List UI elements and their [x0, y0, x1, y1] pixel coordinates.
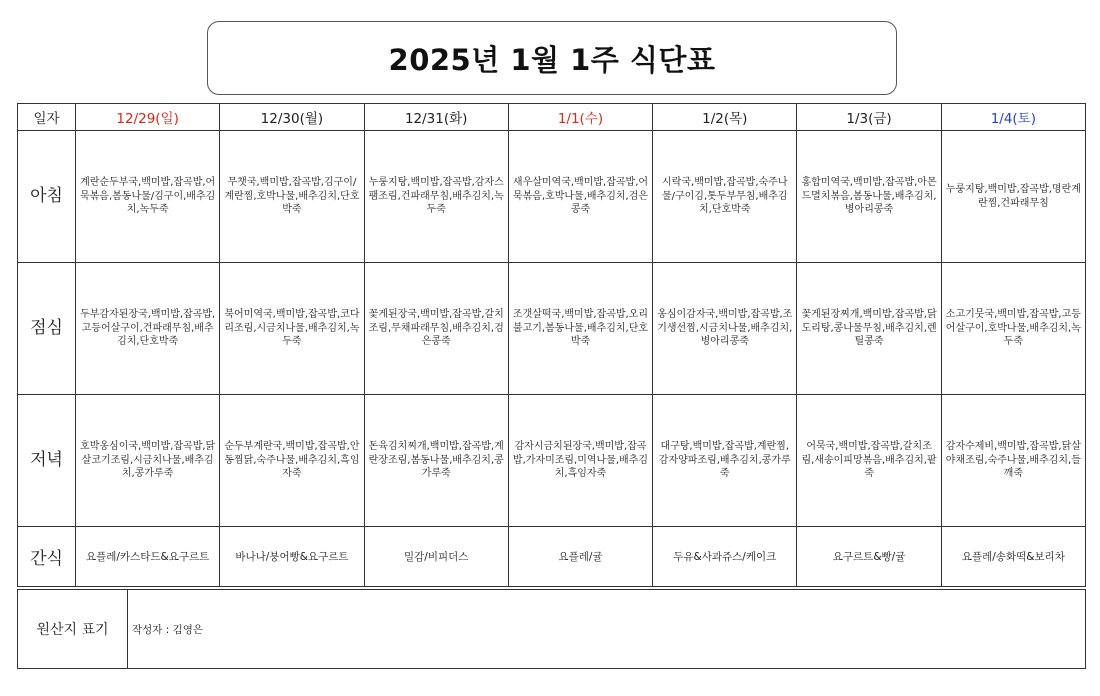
meal-label: 간식 — [18, 527, 76, 587]
menu-cell: 두유&사과쥬스/케이크 — [653, 527, 797, 587]
menu-cell: 두부감자된장국,백미밥,잡곡밥,고등어살구이,건파래무침,배추김치,단호박죽 — [76, 263, 220, 395]
menu-cell: 요플레/송화떡&보리차 — [941, 527, 1085, 587]
menu-cell: 호박옹심이국,백미밥,잡곡밥,닭살코기조림,시금치나물,배추김치,콩가루죽 — [76, 395, 220, 527]
menu-cell: 시락국,백미밥,잡곡밥,숙주나물/구이김,톳두부무침,배추김치,단호박죽 — [653, 131, 797, 263]
date-cell: 1/3(금) — [797, 104, 941, 131]
menu-cell: 대구탕,백미밥,잡곡밥,계란찜,감자양파조림,배추김치,콩가루죽 — [653, 395, 797, 527]
menu-cell: 새우살미역국,백미밥,잡곡밥,어묵볶음,호박나물,배추김치,검은콩죽 — [508, 131, 652, 263]
menu-cell: 어묵국,백미밥,잡곡밥,갈치조림,새송이피망볶음,배추김치,팥죽 — [797, 395, 941, 527]
menu-cell: 바나나/붕어빵&요구르트 — [220, 527, 364, 587]
date-cell: 1/2(목) — [653, 104, 797, 131]
date-cell: 12/30(월) — [220, 104, 364, 131]
menu-cell: 누룽지탕,백미밥,잡곡밥,명란계란찜,건파래무침 — [941, 131, 1085, 263]
meal-label: 저녁 — [18, 395, 76, 527]
menu-cell: 순두부계란국,백미밥,잡곡밥,안동찜닭,숙주나물,배추김치,흑임자죽 — [220, 395, 364, 527]
menu-cell: 북어미역국,백미밥,잡곡밥,코다리조림,시금치나물,배추김치,녹두죽 — [220, 263, 364, 395]
menu-cell: 요플레/카스타드&요구르트 — [76, 527, 220, 587]
page-title: 2025년 1월 1주 식단표 — [388, 42, 716, 77]
menu-cell: 홍합미역국,백미밥,잡곡밥,아몬드멸치볶음,봄동나물,배추김치,병아리콩죽 — [797, 131, 941, 263]
meal-row — [18, 131, 1086, 263]
date-cell: 1/1(수) — [508, 104, 652, 131]
menu-cell: 감자시금치된장국,백미밥,잡곡밥,가자미조림,미역나물,배추김치,흑임자죽 — [508, 395, 652, 527]
menu-table — [17, 103, 1086, 587]
date-header-row — [18, 104, 1086, 131]
menu-cell: 감자수제비,백미밥,잡곡밥,닭살야채조림,숙주나물,배추김치,들깨죽 — [941, 395, 1085, 527]
meal-label: 점심 — [18, 263, 76, 395]
date-cell: 12/29(일) — [76, 104, 220, 131]
menu-cell: 계란순두부국,백미밥,잡곡밥,어묵볶음,봄동나물/김구이,배추김치,녹두죽 — [76, 131, 220, 263]
origin-label: 원산지 표기 — [18, 590, 128, 669]
menu-cell: 돈육김치찌개,백미밥,잡곡밥,계란장조림,봄동나물,배추김치,콩가루죽 — [364, 395, 508, 527]
menu-cell: 요구르트&빵/귤 — [797, 527, 941, 587]
menu-cell: 소고기뭇국,백미밥,잡곡밥,고등어살구이,호박나물,배추김치,녹두죽 — [941, 263, 1085, 395]
meal-row — [18, 395, 1086, 527]
meal-row — [18, 527, 1086, 587]
menu-cell: 누룽지탕,백미밥,잡곡밥,감자스팸조림,건파래무침,배추김치,녹두죽 — [364, 131, 508, 263]
menu-cell: 옹심이감자국,백미밥,잡곡밥,조기생선찜,시금치나물,배추김치,병아리콩죽 — [653, 263, 797, 395]
date-cell: 1/4(토) — [941, 104, 1085, 131]
menu-cell: 밀감/비피더스 — [364, 527, 508, 587]
title-box — [207, 21, 897, 95]
meal-row — [18, 263, 1086, 395]
menu-cell: 꽃게된장찌개,백미밥,잡곡밥,닭도리탕,콩나물무침,배추김치,렌틸콩죽 — [797, 263, 941, 395]
origin-text: 작성자 : 김영은 — [128, 590, 1086, 669]
menu-cell: 조갯살떡국,백미밥,잡곡밥,오리불고기,봄동나물,배추김치,단호박죽 — [508, 263, 652, 395]
meal-label: 아침 — [18, 131, 76, 263]
date-header-label: 일자 — [18, 104, 76, 131]
menu-cell: 꽃게된장국,백미밥,잡곡밥,갈치조림,무채파래무침,배추김치,검은콩죽 — [364, 263, 508, 395]
origin-table — [17, 589, 1086, 669]
date-cell: 12/31(화) — [364, 104, 508, 131]
menu-cell: 요플레/귤 — [508, 527, 652, 587]
menu-cell: 무챗국,백미밥,잡곡밥,김구이/계란찜,호박나물,배추김치,단호박죽 — [220, 131, 364, 263]
